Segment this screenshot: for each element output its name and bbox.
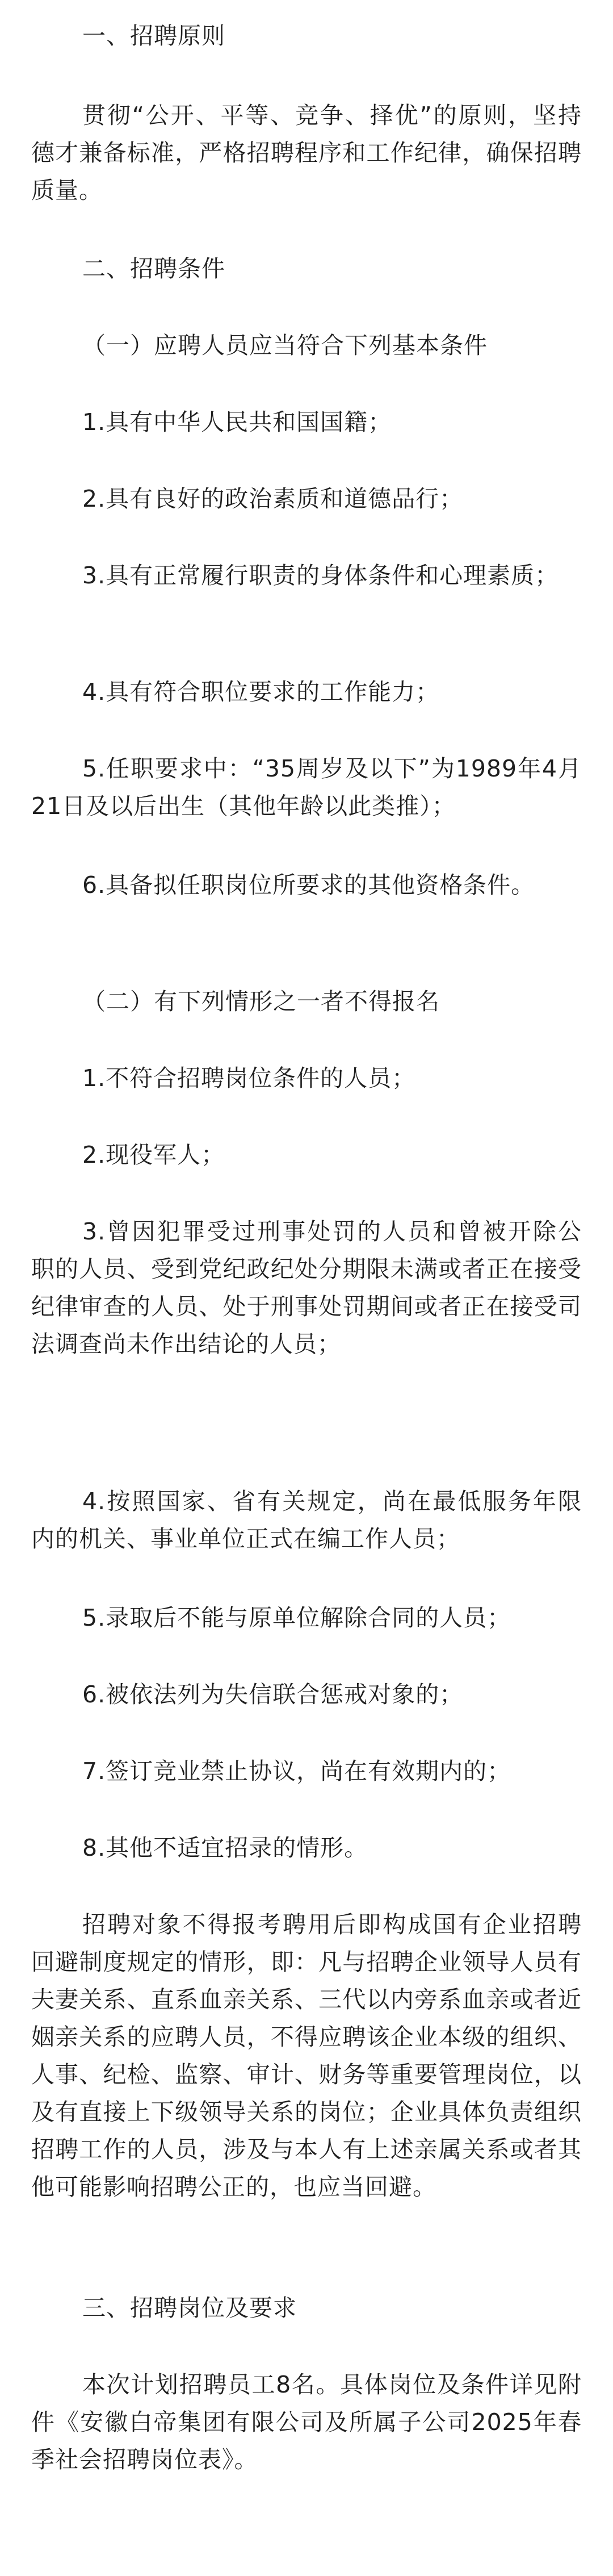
exclusion-item-8: 8.其他不适宜招录的情形。: [82, 1834, 368, 1861]
exclusion-item-7: 7.签订竞业禁止协议，尚在有效期内的；: [82, 1757, 511, 1785]
condition-item-2: 2.具有良好的政治素质和道德品行；: [82, 485, 464, 512]
exclusion-item-1: 1.不符合招聘岗位条件的人员；: [82, 1064, 416, 1092]
condition-item-1: 1.具有中华人民共和国国籍；: [82, 408, 392, 436]
section-1-title: 一、招聘原则: [82, 22, 225, 49]
condition-item-6: 6.具备拟任职岗位所要求的其他资格条件。: [82, 871, 535, 899]
condition-item-4: 4.具有符合职位要求的工作能力；: [82, 678, 440, 705]
section-3-body: 本次计划招聘员工8名。具体岗位及条件详见附件《安徽白帝集团有限公司及所属子公司2025年春季社会招聘岗位表》。: [31, 2371, 582, 2473]
section-1-body: 贯彻“公开、平等、竞争、择优”的原则，坚持德才兼备标准，严格招聘程序和工作纪律，确保招聘质量。: [31, 102, 582, 204]
condition-item-5: 5.任职要求中：“35周岁及以下”为1989年4月21日及以后出生（其他年龄以此类推）；: [31, 755, 582, 820]
exclusion-item-3: 3.曾因犯罪受过刑事处罚的人员和曾被开除公职的人员、受到党纪政纪处分期限未满或者正在接受纪律审查的人员、处于刑事处罚期间或者正在接受司法调查尚未作出结论的人员；: [31, 1218, 582, 1358]
avoidance-paragraph: 招聘对象不得报考聘用后即构成国有企业招聘回避制度规定的情形，即：凡与招聘企业领导人员有夫妻关系、直系血亲关系、三代以内旁系血亲或者近姻亲关系的应聘人员，不得应聘该企业本级的组织、人事、纪检、监察、审计、财务等重要管理岗位，以及有直接上下级领导关系的岗位；企业具体负责组织招聘工作的人员，涉及与本人有上述亲属关系或者其他可能影响招聘公正的，也应当回避。: [31, 1911, 582, 2201]
section-3-title: 三、招聘岗位及要求: [82, 2294, 297, 2322]
section-2-sub-1: （一）应聘人员应当符合下列基本条件: [82, 332, 488, 359]
section-2-title: 二、招聘条件: [82, 255, 225, 282]
exclusion-item-4: 4.按照国家、省有关规定，尚在最低服务年限内的机关、事业单位正式在编工作人员；: [31, 1488, 582, 1552]
exclusion-item-6: 6.被依法列为失信联合惩戒对象的；: [82, 1681, 464, 1708]
exclusion-item-2: 2.现役军人；: [82, 1141, 225, 1168]
exclusion-item-5: 5.录取后不能与原单位解除合同的人员；: [82, 1604, 511, 1631]
section-2-sub-2: （二）有下列情形之一者不得报名: [82, 988, 440, 1015]
condition-item-3: 3.具有正常履行职责的身体条件和心理素质；: [82, 562, 559, 589]
